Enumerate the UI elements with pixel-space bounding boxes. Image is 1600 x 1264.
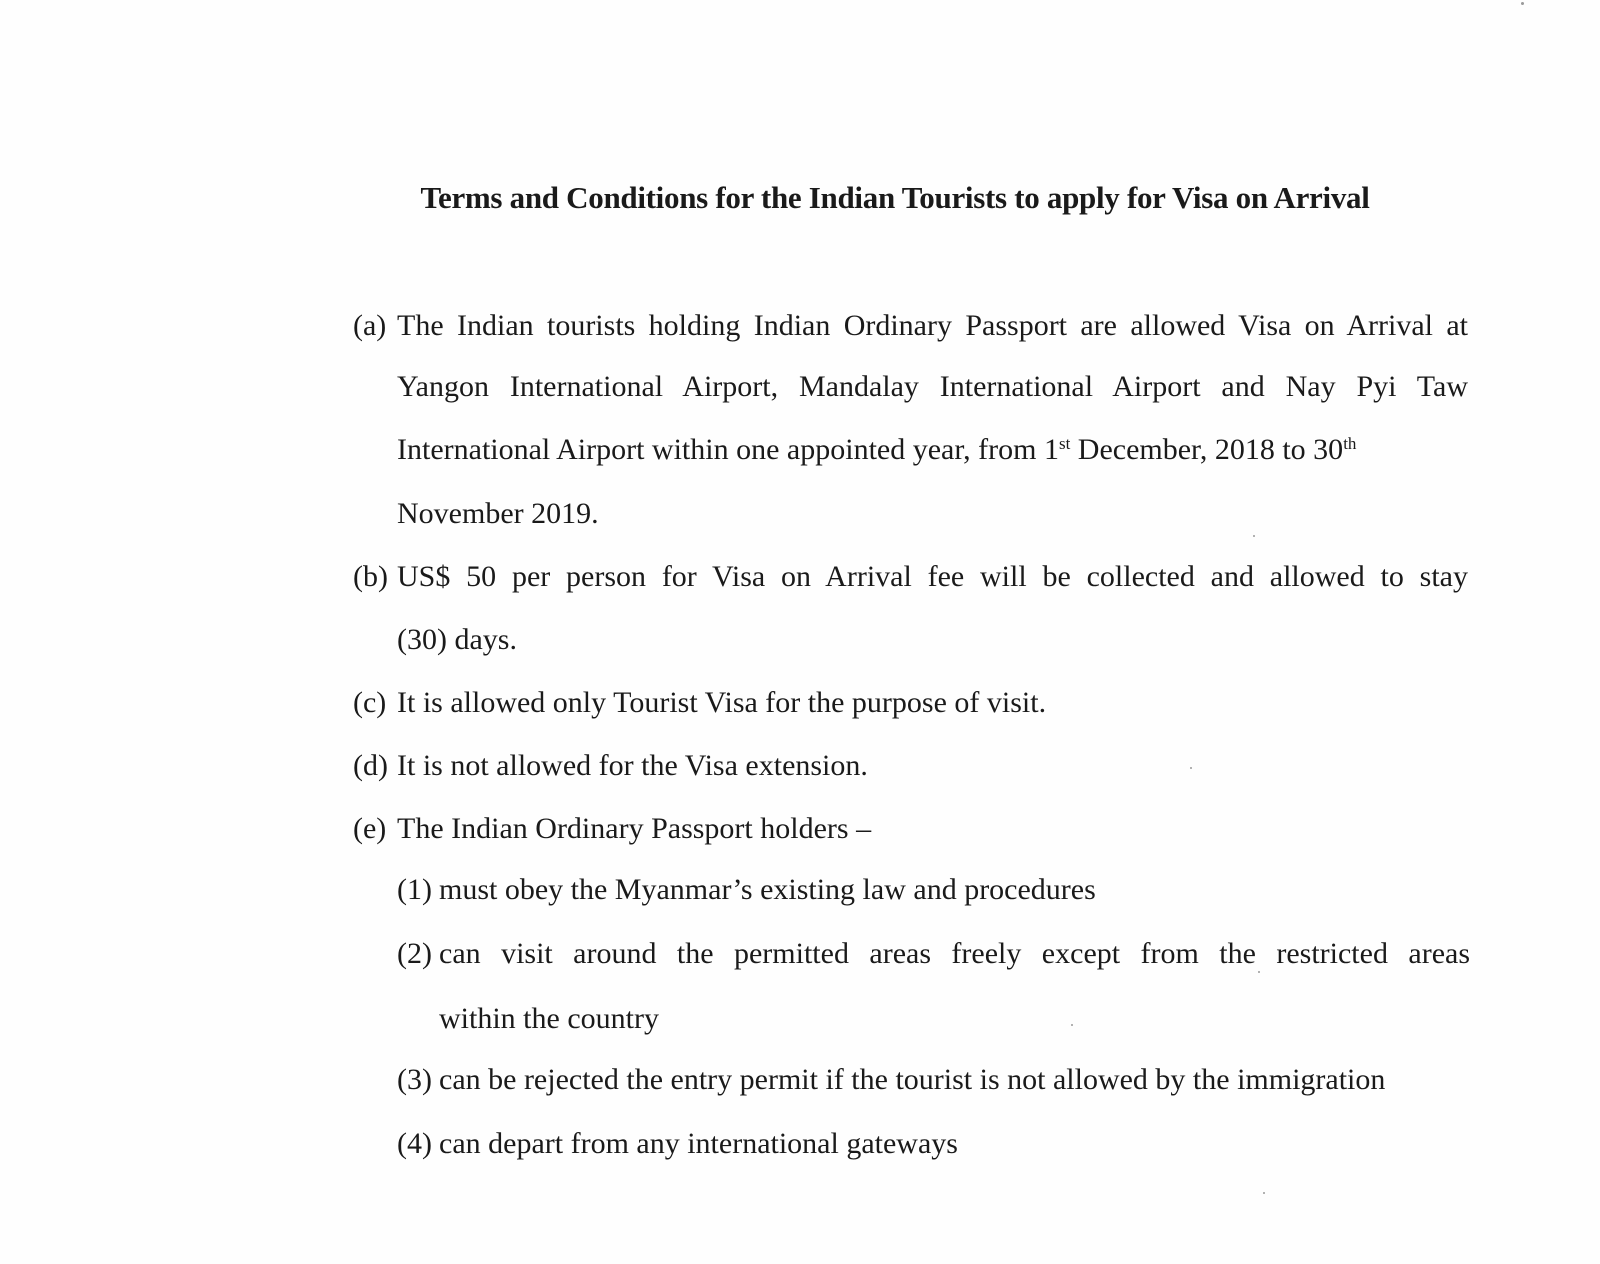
subitem-1-marker: (1)	[397, 873, 432, 906]
subitem-3-marker: (3)	[397, 1063, 432, 1096]
item-e-line-1: The Indian Ordinary Passport holders –	[397, 812, 872, 845]
item-c-marker: (c)	[353, 686, 387, 719]
subitem-2-marker: (2)	[397, 937, 432, 970]
subitem-4-marker: (4)	[397, 1127, 432, 1160]
item-d-line-1: It is not allowed for the Visa extension.	[397, 749, 868, 782]
item-a-sup-st: st	[1058, 434, 1071, 453]
item-b-line-2: (30) days.	[397, 623, 517, 656]
scan-speck	[1258, 971, 1260, 973]
subitem-2-line-1: can visit around the permitted areas freely except from the restricted areas	[439, 937, 1470, 970]
item-c-line-1: It is allowed only Tourist Visa for the purpose of visit.	[397, 686, 1047, 719]
scan-speck	[1263, 1192, 1265, 1194]
item-a-line-3-text	[397, 430, 1356, 470]
subitem-1-line-1: must obey the Myanmar’s existing law and procedures	[439, 873, 1096, 906]
subitem-3-line-1: can be rejected the entry permit if the tourist is not allowed by the immigration	[439, 1063, 1386, 1096]
subitem-2-line-2: within the country	[439, 1002, 659, 1035]
item-d-marker: (d)	[353, 749, 388, 782]
item-a-line-2: Yangon International Airport, Mandalay International Airport and Nay Pyi Taw	[397, 370, 1468, 403]
item-a-line-3-mid: December, 2018 to 30	[1070, 433, 1344, 466]
scan-speck	[1253, 535, 1255, 537]
item-a-marker: (a)	[353, 309, 387, 342]
item-b-line-1: US$ 50 per person for Visa on Arrival fee will be collected and allowed to stay	[397, 560, 1468, 593]
subitem-4-line-1: can depart from any international gateways	[439, 1127, 958, 1160]
scan-speck	[1521, 2, 1524, 5]
item-a-sup-th: th	[1343, 434, 1357, 453]
item-b-marker: (b)	[353, 560, 388, 593]
scan-speck	[1190, 767, 1192, 769]
document-title: Terms and Conditions for the Indian Tourists to apply for Visa on Arrival	[420, 180, 1370, 215]
scan-speck	[1071, 1024, 1073, 1026]
item-a-line-1: The Indian tourists holding Indian Ordinary Passport are allowed Visa on Arrival at	[397, 309, 1468, 342]
item-a-line-4: November 2019.	[397, 497, 599, 530]
item-e-marker: (e)	[353, 812, 387, 845]
item-a-line-3	[397, 430, 1468, 470]
item-a-line-3-pre: International Airport within one appointed year, from 1	[397, 433, 1059, 466]
